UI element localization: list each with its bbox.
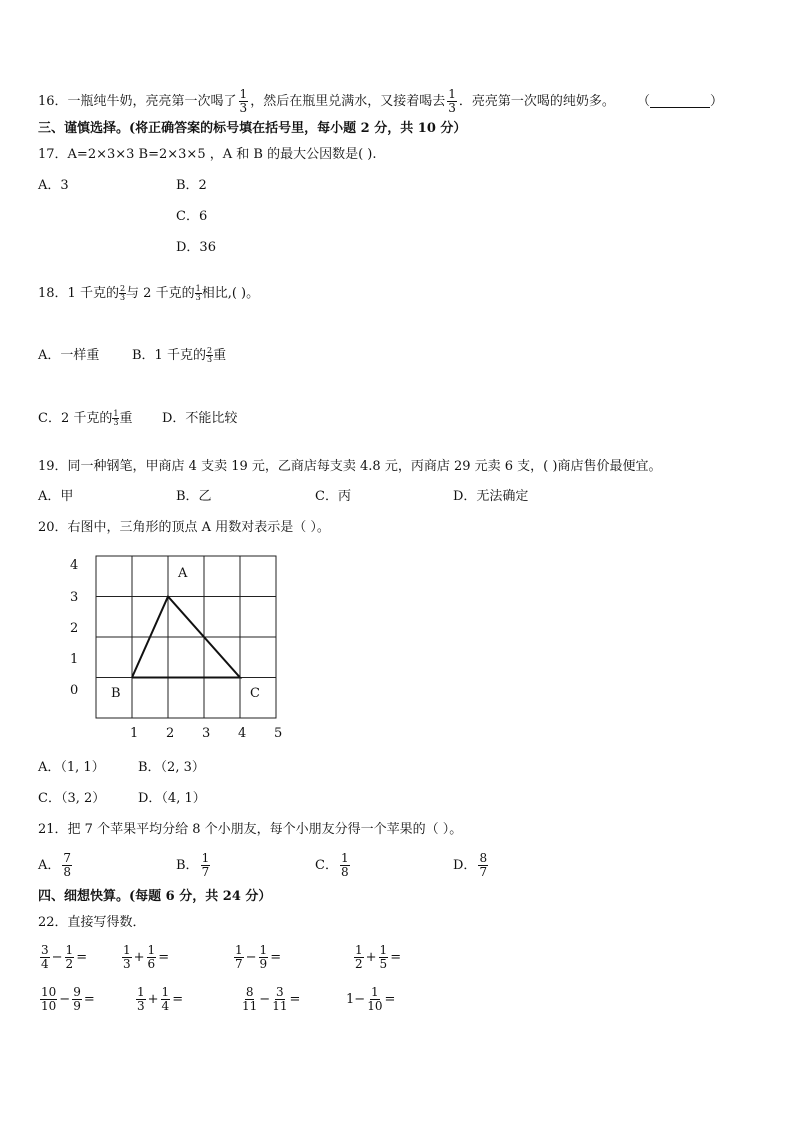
q21-option-b[interactable]: B． $\frac{1}{7}$ [176,851,210,879]
fraction: $\frac{1}{3}$ [113,409,119,427]
x-tick: 5 [274,726,283,740]
answer-blank[interactable] [650,95,710,108]
q16-text-1: 16．一瓶纯牛奶，亮亮第一次喝了 [38,94,237,109]
fraction: $\frac{1}{3}$ [195,284,201,302]
fraction: $\frac{8}{7}$ [479,851,488,879]
question-21-stem: 21．把 7 个苹果平均分给 8 个小朋友，每个小朋友分得一个苹果的（ ）。 [38,822,463,837]
fraction: $\frac{2}{3}$ [119,284,126,302]
question-19-stem: 19．同一种钢笔，甲商店 4 支卖 19 元，乙商店每支卖 4.8 元，丙商店 29 元卖 6 支，( )商店售价最便宜。 [38,459,662,474]
vertex-label-a: A [178,566,188,581]
q20-option-b[interactable]: B．（2, 3） [138,760,205,775]
fraction: $\frac{2}{3}$ [206,346,213,364]
question-18-stem: 18．1 千克的 $\frac{2}{3}$ 与 2 千克的 $\frac{1}{3}$ 相比,( )。 [38,284,260,302]
question-20-stem: 20．右图中，三角形的顶点 A 用数对表示是（ ）。 [38,520,330,535]
x-tick: 1 [130,726,139,740]
q19-option-b[interactable]: B．乙 [176,489,212,504]
q19-option-d[interactable]: D．无法确定 [453,489,529,504]
expression: $\frac{1}{2}$ + $\frac{1}{5}$ = [355,943,402,971]
q20-option-a[interactable]: A．（1, 1） [38,760,105,775]
y-tick: 3 [70,590,79,605]
section-4-title: 四、细想快算。(每题 6 分，共 24 分） [38,889,272,904]
q17-option-d[interactable]: D．36 [176,240,216,255]
fraction: $\frac{1}{7}$ [201,851,210,879]
q17-option-b[interactable]: B．2 [176,178,207,193]
y-tick: 2 [70,621,79,636]
q17-option-a[interactable]: A．3 [38,178,69,193]
section-3-title: 三、谨慎选择。(将正确答案的标号填在括号里，每小题 2 分，共 10 分） [38,121,467,136]
x-tick: 4 [238,726,247,740]
q18-option-d[interactable]: D．不能比较 [162,411,238,426]
expression: $\frac{1}{3}$ + $\frac{1}{4}$ = [137,985,184,1013]
q16-text-2: ，然后在瓶里兑满水，又接着喝去 [250,94,446,109]
coordinate-grid [60,550,300,740]
q19-option-c[interactable]: C．丙 [315,489,351,504]
q21-option-c[interactable]: C． $\frac{1}{8}$ [315,851,349,879]
fraction: $\frac{1}{8}$ [340,851,349,879]
question-16: 16．一瓶纯牛奶，亮亮第一次喝了 $\frac{1}{3}$ ，然后在瓶里兑满水，又接着喝去 $\frac{1}{3}$ ．亮亮第一次喝的纯奶多。 （ ） [38,87,724,115]
expression: $\frac{1}{7}$ − $\frac{1}{9}$ = [235,943,282,971]
question-17-stem: 17．A=2×3×3 B=2×3×5 ，A 和 B 的最大公因数是( ). [38,147,377,162]
q21-option-d[interactable]: D． $\frac{8}{7}$ [453,851,488,879]
x-tick: 2 [166,726,175,740]
expression: $\frac{8}{11}$ − $\frac{3}{11}$ = [242,985,301,1013]
expression: $\frac{10}{10}$ − $\frac{9}{9}$ = [41,985,95,1013]
expression: 1 − $\frac{1}{10}$ = [346,985,396,1013]
fraction: $\frac{7}{8}$ [63,851,72,879]
q20-option-d[interactable]: D．（4, 1） [138,791,206,806]
vertex-label-b: B [111,686,121,701]
expression: $\frac{1}{3}$ + $\frac{1}{6}$ = [123,943,170,971]
q20-option-c[interactable]: C．（3, 2） [38,791,106,806]
q17-option-c[interactable]: C．6 [176,209,208,224]
q19-option-a[interactable]: A．甲 [38,489,74,504]
fraction: $\frac{1}{3}$ [239,87,248,115]
q21-option-a[interactable]: A． $\frac{7}{8}$ [38,851,72,879]
expression: $\frac{3}{4}$ − $\frac{1}{2}$ = [41,943,88,971]
y-tick: 4 [70,558,79,573]
fraction: $\frac{1}{3}$ [448,87,456,115]
vertex-label-c: C [250,686,260,701]
q16-text-3: ．亮亮第一次喝的纯奶多。 [458,94,615,109]
q18-option-c[interactable]: C．2 千克的 $\frac{1}{3}$ 重 [38,409,133,427]
question-22-stem: 22．直接写得数． [38,915,146,930]
y-tick: 1 [70,652,79,667]
q18-option-a[interactable]: A．一样重 [38,348,100,363]
y-tick: 0 [70,683,79,698]
x-tick: 3 [202,726,211,740]
q18-option-b[interactable]: B．1 千克的 $\frac{2}{3}$ 重 [132,346,227,364]
